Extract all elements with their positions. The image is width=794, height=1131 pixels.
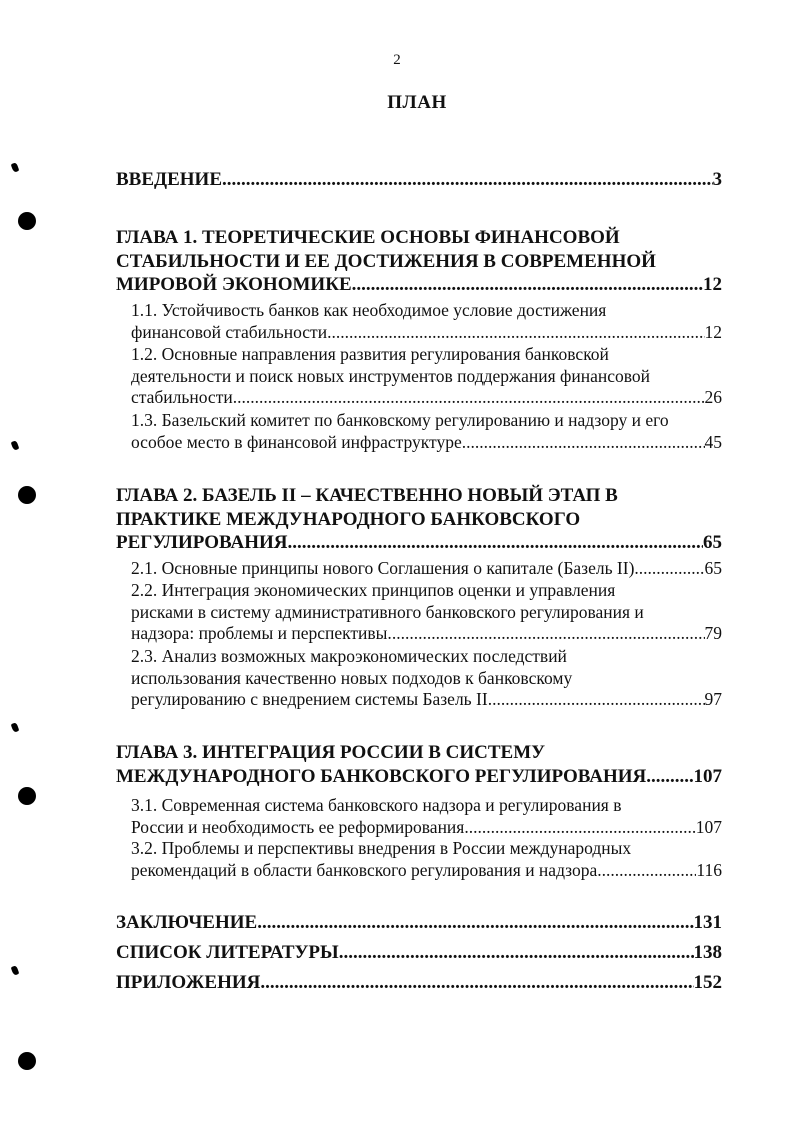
toc-page-number: 131	[693, 912, 722, 933]
toc-entry-title: ЗАКЛЮЧЕНИЕ	[116, 912, 258, 933]
toc-page-number: 116	[696, 859, 722, 880]
toc-page-number: 65	[703, 532, 722, 553]
binder-hole	[18, 1052, 36, 1070]
toc-line: надзора: проблемы и перспективы.	[131, 623, 392, 643]
toc-line: финансовой стабильности.	[131, 321, 332, 342]
page-title: ПЛАН	[387, 92, 447, 113]
toc-line: ГЛАВА 3. ИНТЕГРАЦИЯ РОССИИ В СИСТЕМУ	[116, 742, 546, 763]
toc-entry-section-1-1	[131, 300, 722, 343]
toc-entry-title: ВВЕДЕНИЕ	[116, 169, 222, 190]
scan-mark	[11, 722, 20, 733]
toc-page-number: 65	[704, 558, 722, 578]
toc-line: ГЛАВА 2. БАЗЕЛЬ II – КАЧЕСТВЕННО НОВЫЙ ЭТАП В	[116, 485, 618, 506]
toc-line: 2.1. Основные принципы нового Соглашения о капитале (Базель II).	[131, 558, 639, 578]
toc-entry-introduction	[116, 168, 722, 192]
toc-line: МИРОВОЙ ЭКОНОМИКЕ.	[116, 274, 357, 295]
toc-line: рекомендаций в области банковского регулирования и надзора	[131, 859, 598, 880]
scan-mark	[11, 440, 20, 451]
toc-line: стабильности.	[131, 387, 238, 407]
toc-line: 1.1. Устойчивость банков как необходимое условие достижения	[131, 300, 607, 320]
toc-entry-chapter-2	[116, 484, 722, 555]
page-number: 2	[393, 52, 401, 68]
toc-entry-references	[116, 941, 722, 965]
toc-line: 3.1. Современная система банковского надзора и регулирования в	[131, 795, 622, 815]
binder-hole	[18, 212, 36, 230]
toc-line: 1.3. Базельский комитет по банковскому регулированию и надзору и его	[131, 410, 669, 430]
toc-entry-chapter-3	[116, 741, 722, 788]
toc-line: деятельности и поиск новых инструментов поддержания финансовой	[131, 365, 651, 386]
toc-line: ПРАКТИКЕ МЕЖДУНАРОДНОГО БАНКОВСКОГО	[116, 508, 581, 530]
toc-entry-section-3-1	[131, 795, 722, 838]
toc-line: регулированию с внедрением системы Базель II	[131, 689, 488, 709]
toc-page-number: 107	[695, 816, 722, 837]
toc-line: 1.2. Основные направления развития регулирования банковской	[131, 344, 609, 364]
toc-entry-chapter-1	[116, 226, 722, 297]
scan-mark	[11, 162, 20, 173]
toc-line: 2.2. Интеграция экономических принципов оценки и управления	[131, 580, 616, 600]
toc-line: 3.2. Проблемы и перспективы внедрения в России международных	[131, 838, 632, 858]
toc-entry-title: СПИСОК ЛИТЕРАТУРЫ	[116, 942, 339, 963]
toc-line: рисками в систему административного банковского регулирования и	[131, 601, 644, 622]
toc-entry-section-2-3	[131, 646, 722, 711]
toc-page-number: 45	[704, 431, 722, 452]
toc-line: РЕГУЛИРОВАНИЯ	[116, 532, 288, 553]
toc-line: СТАБИЛЬНОСТИ И ЕЕ ДОСТИЖЕНИЯ В СОВРЕМЕННОЙ	[116, 250, 656, 272]
toc-entry-section-1-2	[131, 344, 722, 409]
toc-line: 2.3. Анализ возможных макроэкономических последствий	[131, 646, 567, 666]
toc-entry-section-3-2	[131, 838, 722, 881]
toc-entry-section-1-3	[131, 410, 722, 453]
toc-page-number: 138	[693, 942, 722, 963]
toc-page-number: 26	[704, 387, 722, 407]
toc-line: МЕЖДУНАРОДНОГО БАНКОВСКОГО РЕГУЛИРОВАНИЯ	[116, 765, 647, 787]
toc-line: ГЛАВА 1. ТЕОРЕТИЧЕСКИЕ ОСНОВЫ ФИНАНСОВОЙ	[116, 227, 620, 248]
toc-line: использования качественно новых подходов к банковскому	[131, 667, 573, 688]
toc-entry-conclusion	[116, 911, 722, 935]
toc-line: особое место в финансовой инфраструктуре.	[131, 431, 467, 452]
toc-entry-title: ПРИЛОЖЕНИЯ	[116, 972, 261, 993]
toc-line: России и необходимость ее реформирования	[131, 816, 465, 837]
toc-page-number: 12	[703, 274, 722, 295]
toc-page-number: 12	[704, 321, 722, 342]
toc-page-number: 97	[704, 689, 722, 709]
scan-mark	[11, 965, 20, 976]
toc-page-number: 107	[693, 765, 722, 787]
toc-entry-section-2-2	[131, 580, 722, 645]
toc-entry-appendix	[116, 971, 722, 995]
binder-hole	[18, 787, 36, 805]
toc-page-number: 79	[704, 623, 722, 643]
toc-page-number: 3	[712, 169, 722, 190]
toc-entry-section-2-1	[131, 558, 722, 580]
binder-hole	[18, 486, 36, 504]
toc-page-number: 152	[693, 972, 722, 993]
